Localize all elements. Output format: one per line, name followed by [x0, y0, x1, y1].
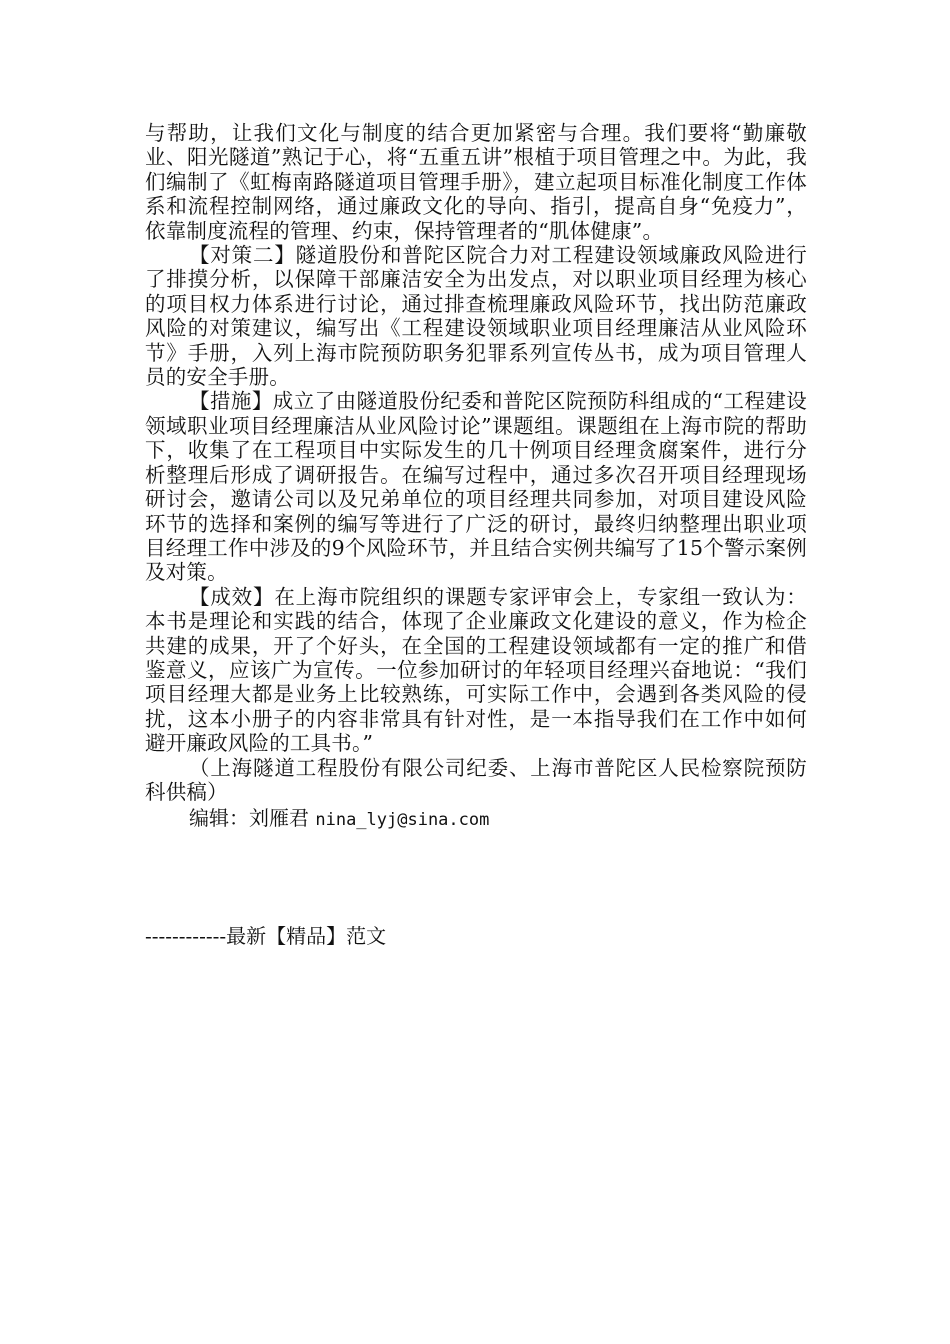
editor-label: 编辑：刘雁君 — [189, 806, 309, 831]
editor-line — [145, 806, 807, 832]
footer-text: ------------最新【精品】范文 — [145, 924, 387, 948]
paragraph-results: 【成效】在上海市院组织的课题专家评审会上，专家组一致认为：本书是理论和实践的结合，体现了企业廉政文化建设的意义，作为检企共建的成果，开了个好头，在全国的工程建设领域都有一定的推广和借鉴意义，应该广为宣传。一位参加研讨的年轻项目经理兴奋地说：“我们项目经理大都是业务上比较熟练，可实际工作中，会遇到各类风险的侵扰，这本小册子的内容非常具有针对性，是一本指导我们在工作中如何避开廉政风险的工具书。” — [145, 584, 807, 756]
article-body — [145, 121, 807, 832]
paragraph-countermeasure-2: 【对策二】隧道股份和普陀区院合力对工程建设领域廉政风险进行了排摸分析，以保障干部廉洁安全为出发点，对以职业项目经理为核心的项目权力体系进行讨论，通过排查梳理廉政风险环节，找出防范廉政风险的对策建议，编写出《工程建设领域职业项目经理廉洁从业风险环节》手册，入列上海市院预防职务犯罪系列宣传丛书，成为项目管理人员的安全手册。 — [145, 243, 807, 390]
paragraph-source: （上海隧道工程股份有限公司纪委、上海市普陀区人民检察院预防科供稿） — [145, 755, 807, 804]
paragraph-measures: 【措施】成立了由隧道股份纪委和普陀区院预防科组成的“工程建设领域职业项目经理廉洁从业风险讨论”课题组。课题组在上海市院的帮助下，收集了在工程项目中实际发生的几十例项目经理贪腐案件，进行分析整理后形成了调研报告。在编写过程中，通过多次召开项目经理现场研讨会，邀请公司以及兄弟单位的项目经理共同参加，对项目建设风险环节的选择和案例的编写等进行了广泛的研讨，最终归纳整理出职业项目经理工作中涉及的9个风险环节，并且结合实例共编写了15个警示案例及对策。 — [145, 389, 807, 585]
paragraph-intro: 与帮助，让我们文化与制度的结合更加紧密与合理。我们要将“勤廉敬业、阳光隧道”熟记于心，将“五重五讲”根植于项目管理之中。为此，我们编制了《虹梅南路隧道项目管理手册》，建立起项目标准化制度工作体系和流程控制网络，通过廉政文化的导向、指引，提高自身“免疫力”，依靠制度流程的管理、约束，保持管理者的“肌体健康”。 — [145, 121, 807, 243]
editor-email: nina_lyj@sina.com — [315, 810, 490, 831]
